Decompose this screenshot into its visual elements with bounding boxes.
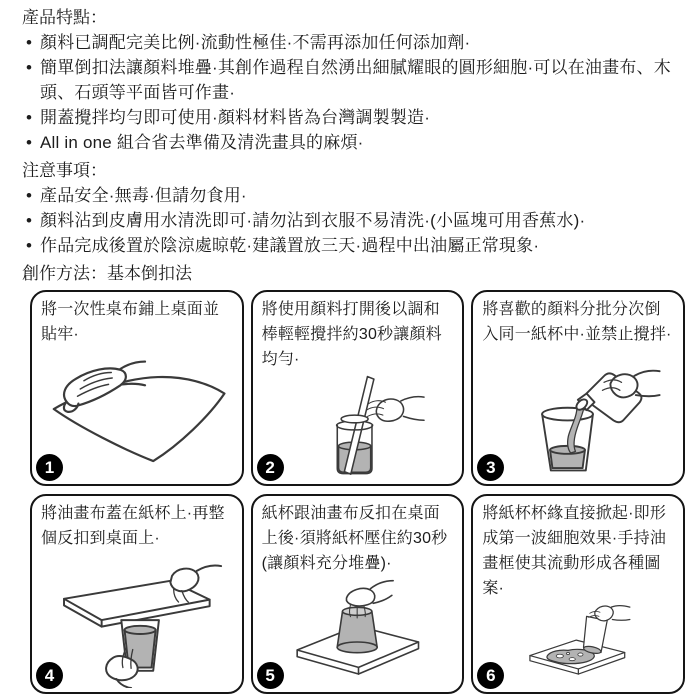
- step-card-2: [251, 290, 465, 486]
- tablecloth-illustration: [41, 349, 233, 480]
- step-number-badge: 4: [36, 662, 63, 689]
- step-number-badge: 2: [257, 454, 284, 481]
- cautions-heading: 注意事項：: [22, 161, 107, 180]
- step-card-4: [30, 494, 244, 694]
- step-card-5: [251, 494, 465, 694]
- pressing-cup-illustration: [262, 578, 454, 688]
- canvas-over-cup-illustration: [41, 553, 233, 688]
- step-card-6: [471, 494, 685, 694]
- steps-grid: [30, 290, 685, 694]
- step-number-badge: 1: [36, 454, 63, 481]
- step-2-text: 將使用顏料打開後以調和棒輕輕攪拌約30秒讓顏料均勻·: [261, 301, 442, 368]
- lifting-cup-cells-illustration: [482, 603, 674, 688]
- step-5-text: 紙杯跟油畫布反扣在桌面上後·須將紙杯壓住約30秒 (讓顏料充分堆疊)·: [261, 505, 448, 572]
- features-heading: 產品特點：: [22, 8, 107, 27]
- step-number-badge: 6: [477, 662, 504, 689]
- method-heading: 創作方法：基本倒扣法: [22, 264, 192, 283]
- step-4-text: 將油畫布蓋在紙杯上·再整個反扣到桌面上·: [41, 505, 225, 547]
- feature-item: • 簡單倒扣法讓顏料堆疊·其創作過程自然湧出細膩耀眼的圓形細胞·可以在油畫布、木頭、石頭等平面皆可作畫·: [26, 55, 689, 105]
- step-number-badge: 3: [477, 454, 504, 481]
- cautions-section: [22, 158, 689, 258]
- feature-item: • 顏料已調配完美比例·流動性極佳·不需再添加任何添加劑·: [26, 30, 689, 55]
- caution-item: • 產品安全·無毒·但請勿食用·: [26, 183, 689, 208]
- step-card-3: [471, 290, 685, 486]
- stirring-jar-illustration: [262, 374, 454, 480]
- pouring-paint-illustration: [482, 349, 674, 480]
- step-number-badge: 5: [257, 662, 284, 689]
- cautions-list: [26, 183, 689, 258]
- caution-item: • 作品完成後置於陰涼處晾乾·建議置放三天·過程中出油屬正常現象·: [26, 233, 689, 258]
- step-card-1: [30, 290, 244, 486]
- feature-item: • 開蓋攪拌均勻即可使用·顏料材料皆為台灣調製製造·: [26, 105, 689, 130]
- features-list: [26, 30, 689, 155]
- step-1-text: 將一次性桌布鋪上桌面並貼牢·: [41, 301, 220, 343]
- feature-item: • All in one 組合省去準備及清洗畫具的麻煩·: [26, 130, 689, 155]
- step-3-text: 將喜歡的顏料分批分次倒入同一紙杯中·並禁止攪拌·: [482, 301, 672, 343]
- caution-item: • 顏料沾到皮膚用水清洗即可·請勿沾到衣服不易清洗·(小區塊可用香蕉水)·: [26, 208, 689, 233]
- features-section: [22, 5, 689, 155]
- step-6-text: 將紙杯杯緣直接掀起·即形成第一波細胞效果·手持油畫框使其流動形成各種圖案·: [482, 505, 667, 597]
